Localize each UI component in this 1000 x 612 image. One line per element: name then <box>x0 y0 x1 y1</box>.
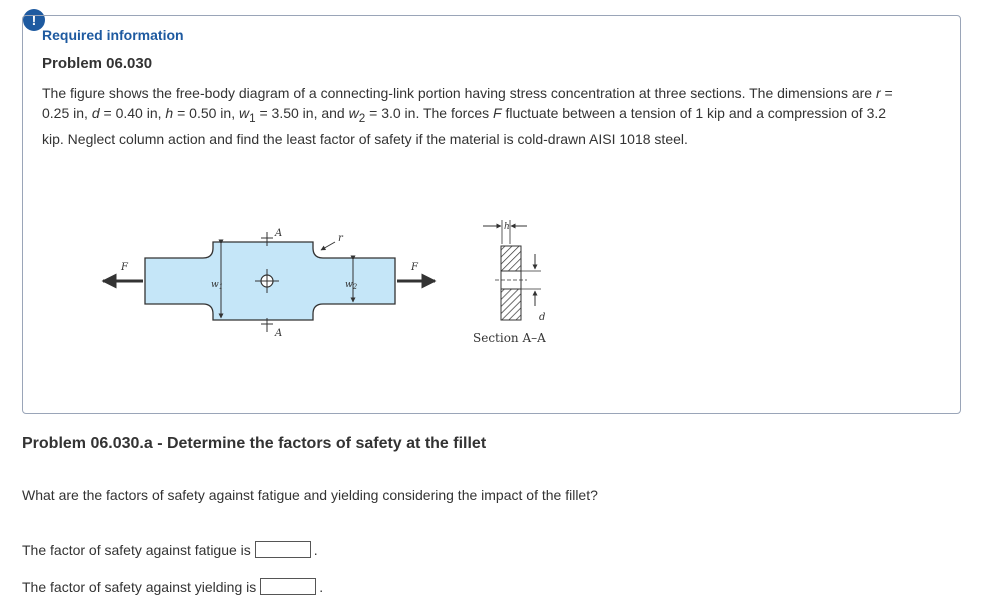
fatigue-answer-row <box>22 541 318 558</box>
fatigue-label: The factor of safety against fatigue is <box>22 541 251 558</box>
section-a-bottom: A <box>275 328 283 339</box>
problem-statement: The figure shows the free-body diagram of a connecting-link portion having stress concentration at three sections. The dimensions are r = 0.25 in, d = 0.40 in, h = 0.50 in, $w_1 = 3.50$ in, and $w_2 = 3.0$ in. The forces F fluctuate between a tension of 1 kip and a compression of 3.2 kip. Neglect column action and find the least factor of safety if the material is cold-drawn AISI 1018 steel. <box>42 85 893 147</box>
required-info-heading: Required information <box>42 27 184 43</box>
fatigue-input[interactable] <box>255 541 311 558</box>
w1-label: $w_1$ <box>211 280 224 291</box>
problem-title: Problem 06.030 <box>42 55 153 72</box>
section-caption: Section A–A <box>473 331 546 345</box>
force-label-left: F <box>121 262 128 273</box>
yielding-period: . <box>319 578 324 595</box>
force-label-right: F <box>411 262 418 273</box>
yielding-label: The factor of safety against yielding is <box>22 578 257 595</box>
r-leader <box>321 242 335 250</box>
yielding-input[interactable] <box>260 578 316 595</box>
d-label: d <box>539 312 546 323</box>
fatigue-period: . <box>313 541 318 558</box>
r-label: r <box>338 233 343 244</box>
alert-icon: ! <box>23 9 45 31</box>
part-a-question: What are the factors of safety against fatigue and yielding considering the impact of the fillet? <box>22 487 598 503</box>
section-view <box>473 220 546 345</box>
yielding-answer-row <box>22 578 323 595</box>
connecting-link-figure <box>95 210 565 360</box>
h-label: h <box>504 222 510 232</box>
w2-label: $w_2$ <box>345 280 358 291</box>
part-a-title: Problem 06.030.a - Determine the factors of safety at the fillet <box>22 435 487 452</box>
section-a-top: A <box>275 228 283 239</box>
